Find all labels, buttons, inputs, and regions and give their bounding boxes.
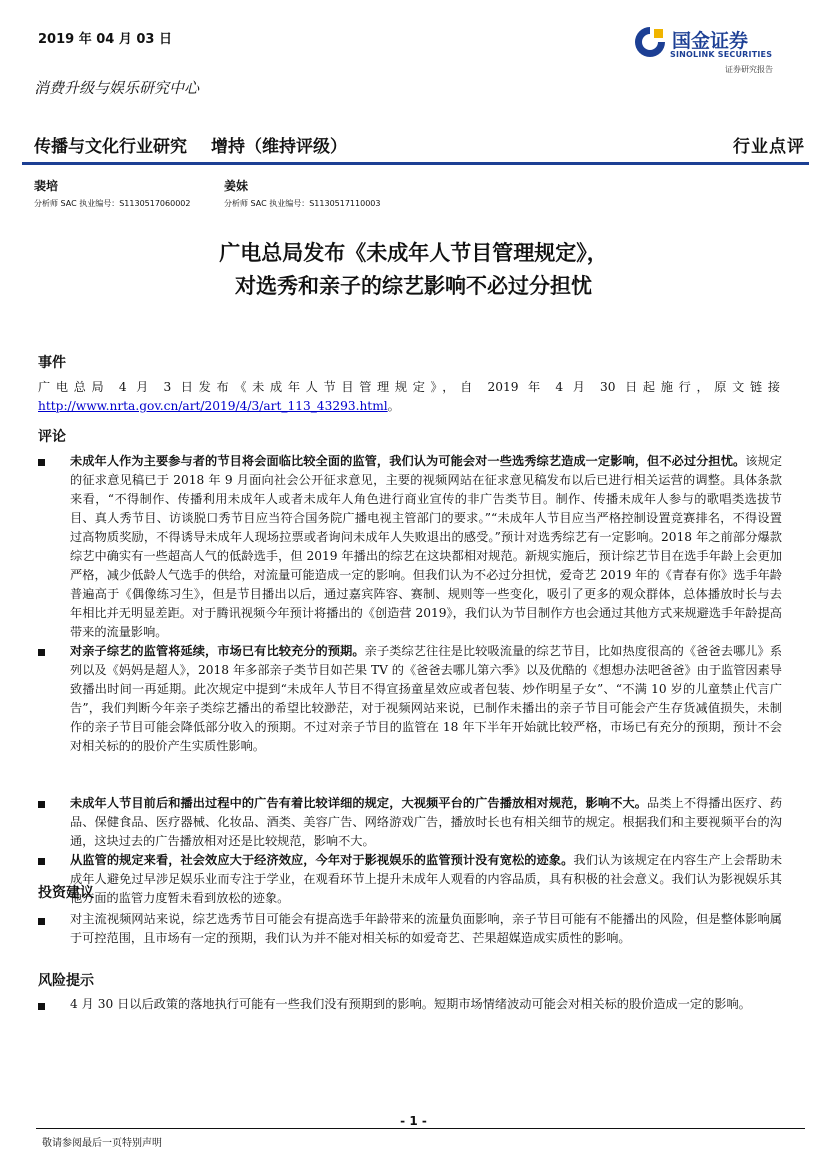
analyst-2 [224,177,380,209]
invest-heading: 投资建议 [38,885,94,901]
event-tail: 。 [387,399,400,413]
industry-rating-line [34,132,347,157]
rating: 增持（维持评级） [211,137,347,157]
square-bullet-icon [38,801,45,808]
comment-item-2 [70,642,782,756]
square-bullet-icon [38,649,45,656]
report-title-line-2: 对选秀和亲子的综艺影响不必过分担忧 [235,273,592,298]
source-link[interactable]: http://www.nrta.gov.cn/art/2019/4/3/art_113_43293.html [38,399,388,413]
comment-item-1 [70,452,782,642]
doc-type: 行业点评 [733,137,805,157]
invest-text: 对主流视频网站来说，综艺选秀节目可能会有提高选手年龄带来的流量负面影响，亲子节目可能有不能播出的风险，但是整体影响属于可控范围，且市场有一定的预期，我们认为并不能对相关标的如爱奇艺、芒果超媒造成实质性的影响。 [70,912,782,945]
comment-key-point: 未成年人节目前后和播出过程中的广告有着比较详细的规定，大视频平台的广告播放相对规范，影响不大。 [70,796,648,810]
logo-name-cn: 国金证券 [672,30,749,52]
comment-key-point: 未成年人作为主要参与者的节目将会面临比较全面的监管，我们认为可能会对一些选秀综艺造成一定影响，但不必过分担忧。 [70,454,746,468]
footer-disclaimer: 敬请参阅最后一页特别声明 [42,1138,162,1149]
logo-subtitle: 证券研究报告 [725,65,773,74]
page-number: - 1 - [400,1114,427,1128]
comment-body: 品类上不得播出医疗、药品、保健食品、医疗器械、化妆品、酒类、美容广告、网络游戏广告，播放时长也有相关细节的规定。根据我们和主要视频平台的沟通，这块过去的广告播放相对还是比较规范，影响不大。 [70,796,783,848]
comment-item-4 [70,851,782,908]
sinolink-logo-icon [634,26,666,58]
event-text [38,378,780,416]
report-title-line-1: 广电总局发布《未成年人节目管理规定》， [219,240,608,265]
comment-body: 我们认为该规定在内容生产上会帮助未成年人避免过早涉足娱乐业而专注于学业，在观看环节上提升未成年人观看的内容品质，具有积极的社会意义。我们认为影视娱乐其他方面的监管力度暂未看到放松的迹象。 [70,853,783,905]
logo-name-en: SINOLINK SECURITIES [670,50,773,59]
square-bullet-icon [38,459,45,466]
square-bullet-icon [38,858,45,865]
comment-key-point: 对亲子综艺的监管将延续，市场已有比较充分的预期。 [70,644,365,658]
header-divider [22,162,809,165]
comments-heading: 评论 [38,429,66,445]
square-bullet-icon [38,1003,45,1010]
comment-body: 亲子类综艺往往是比较吸流量的综艺节目，比如热度很高的《爸爸去哪儿》系列以及《妈妈是超人》，2018 年多部亲子类节目如芒果 TV 的《爸爸去哪儿第六季》以及优酷的《想想办法吧爸爸》由于监管因素导致播出时间一再延期。此次规定中提到“未成年人节目不得宣扬童星效应或者包装、炒作明星子女”、“不满 10 岁的儿童禁止代言广告”，我们判断今年亲子类综艺播出的希望比较渺茫，对于视频网站来说，已制作未播出的亲子节目可能会产生存货减值损失，未制作的亲子节目可能会降低部分收入的预期。不过对亲子节目的监管在 18 年下半年开始就比较严格，市场已有充分的预期，预计不会对相关标的的股价产生实质性影响。 [70,644,783,753]
square-bullet-icon [38,918,45,925]
analyst-cert: 分析师 SAC 执业编号：S1130517110003 [224,199,381,208]
analyst-cert: 分析师 SAC 执业编号：S1130517060002 [34,199,191,208]
analyst-name: 裴培 [34,179,59,193]
comment-key-point: 从监管的规定来看，社会效应大于经济效应，今年对于影视娱乐的监管预计没有宽松的迹象。 [70,853,574,867]
comment-item-3 [70,794,782,851]
report-date: 2019 年 04 月 03 日 [38,32,172,47]
industry-name: 传播与文化行业研究 [34,137,187,157]
event-heading: 事件 [38,355,66,371]
risk-text: 4 月 30 日以后政策的落地执行可能有一些我们没有预期到的影响。短期市场情绪波动可能会对相关标的股价造成一定的影响。 [70,997,751,1011]
footer-divider [36,1128,805,1129]
risk-heading: 风险提示 [38,973,94,989]
analyst-1 [34,177,190,209]
analyst-name: 姜妹 [224,179,249,193]
research-center: 消费升级与娱乐研究中心 [34,79,200,97]
comment-body: 该规定的征求意见稿已于 2018 年 9 月面向社会公开征求意见，主要的视频网站在征求意见稿发布以后已进行相关运营的调整。具体条款来看，“不得制作、传播利用未成年人或者未成年人角色进行商业宣传的非广告类节目。制作、传播未成年人参与的歌唱类选拔节目、真人秀节目、访谈脱口秀节目应当符合国务院广播电视主管部门的要求。”“未成年人节目应当严格控制设置竞赛排名，不得设置过高物质奖励，不得诱导未成年人现场拉票或者询问未成年人失败退出的感受。”预计对选秀综艺有一定影响。2018 年之前部分爆款综艺中确实有一些超高人气的低龄选手，但 2019 年播出的综艺在这块都相对规范。新规实施后，预计综艺节目在选手年龄上会更加严格，减少低龄人气选手的供给，对流量可能造成一定的影响。但我们认为不必过分担忧，爱奇艺 2019 年的《青春有你》选手年龄普遍高于《偶像练习生》，但是节目播出以后，通过嘉宾阵容、赛制、规则等一些变化，吸引了更多的观众群体，总体播放时长与去年相比并无明显差距。对于腾讯视频今年预计将播出的《创造营 2019》，我们认为节目制作方也会通过其他方式来规避选手年龄提高带来的流量影响。 [70,454,783,639]
event-body: 广电总局 4 月 3 日发布《未成年人节目管理规定》，自 2019 年 4 月 30 日起施行，原文链接 [38,380,780,394]
